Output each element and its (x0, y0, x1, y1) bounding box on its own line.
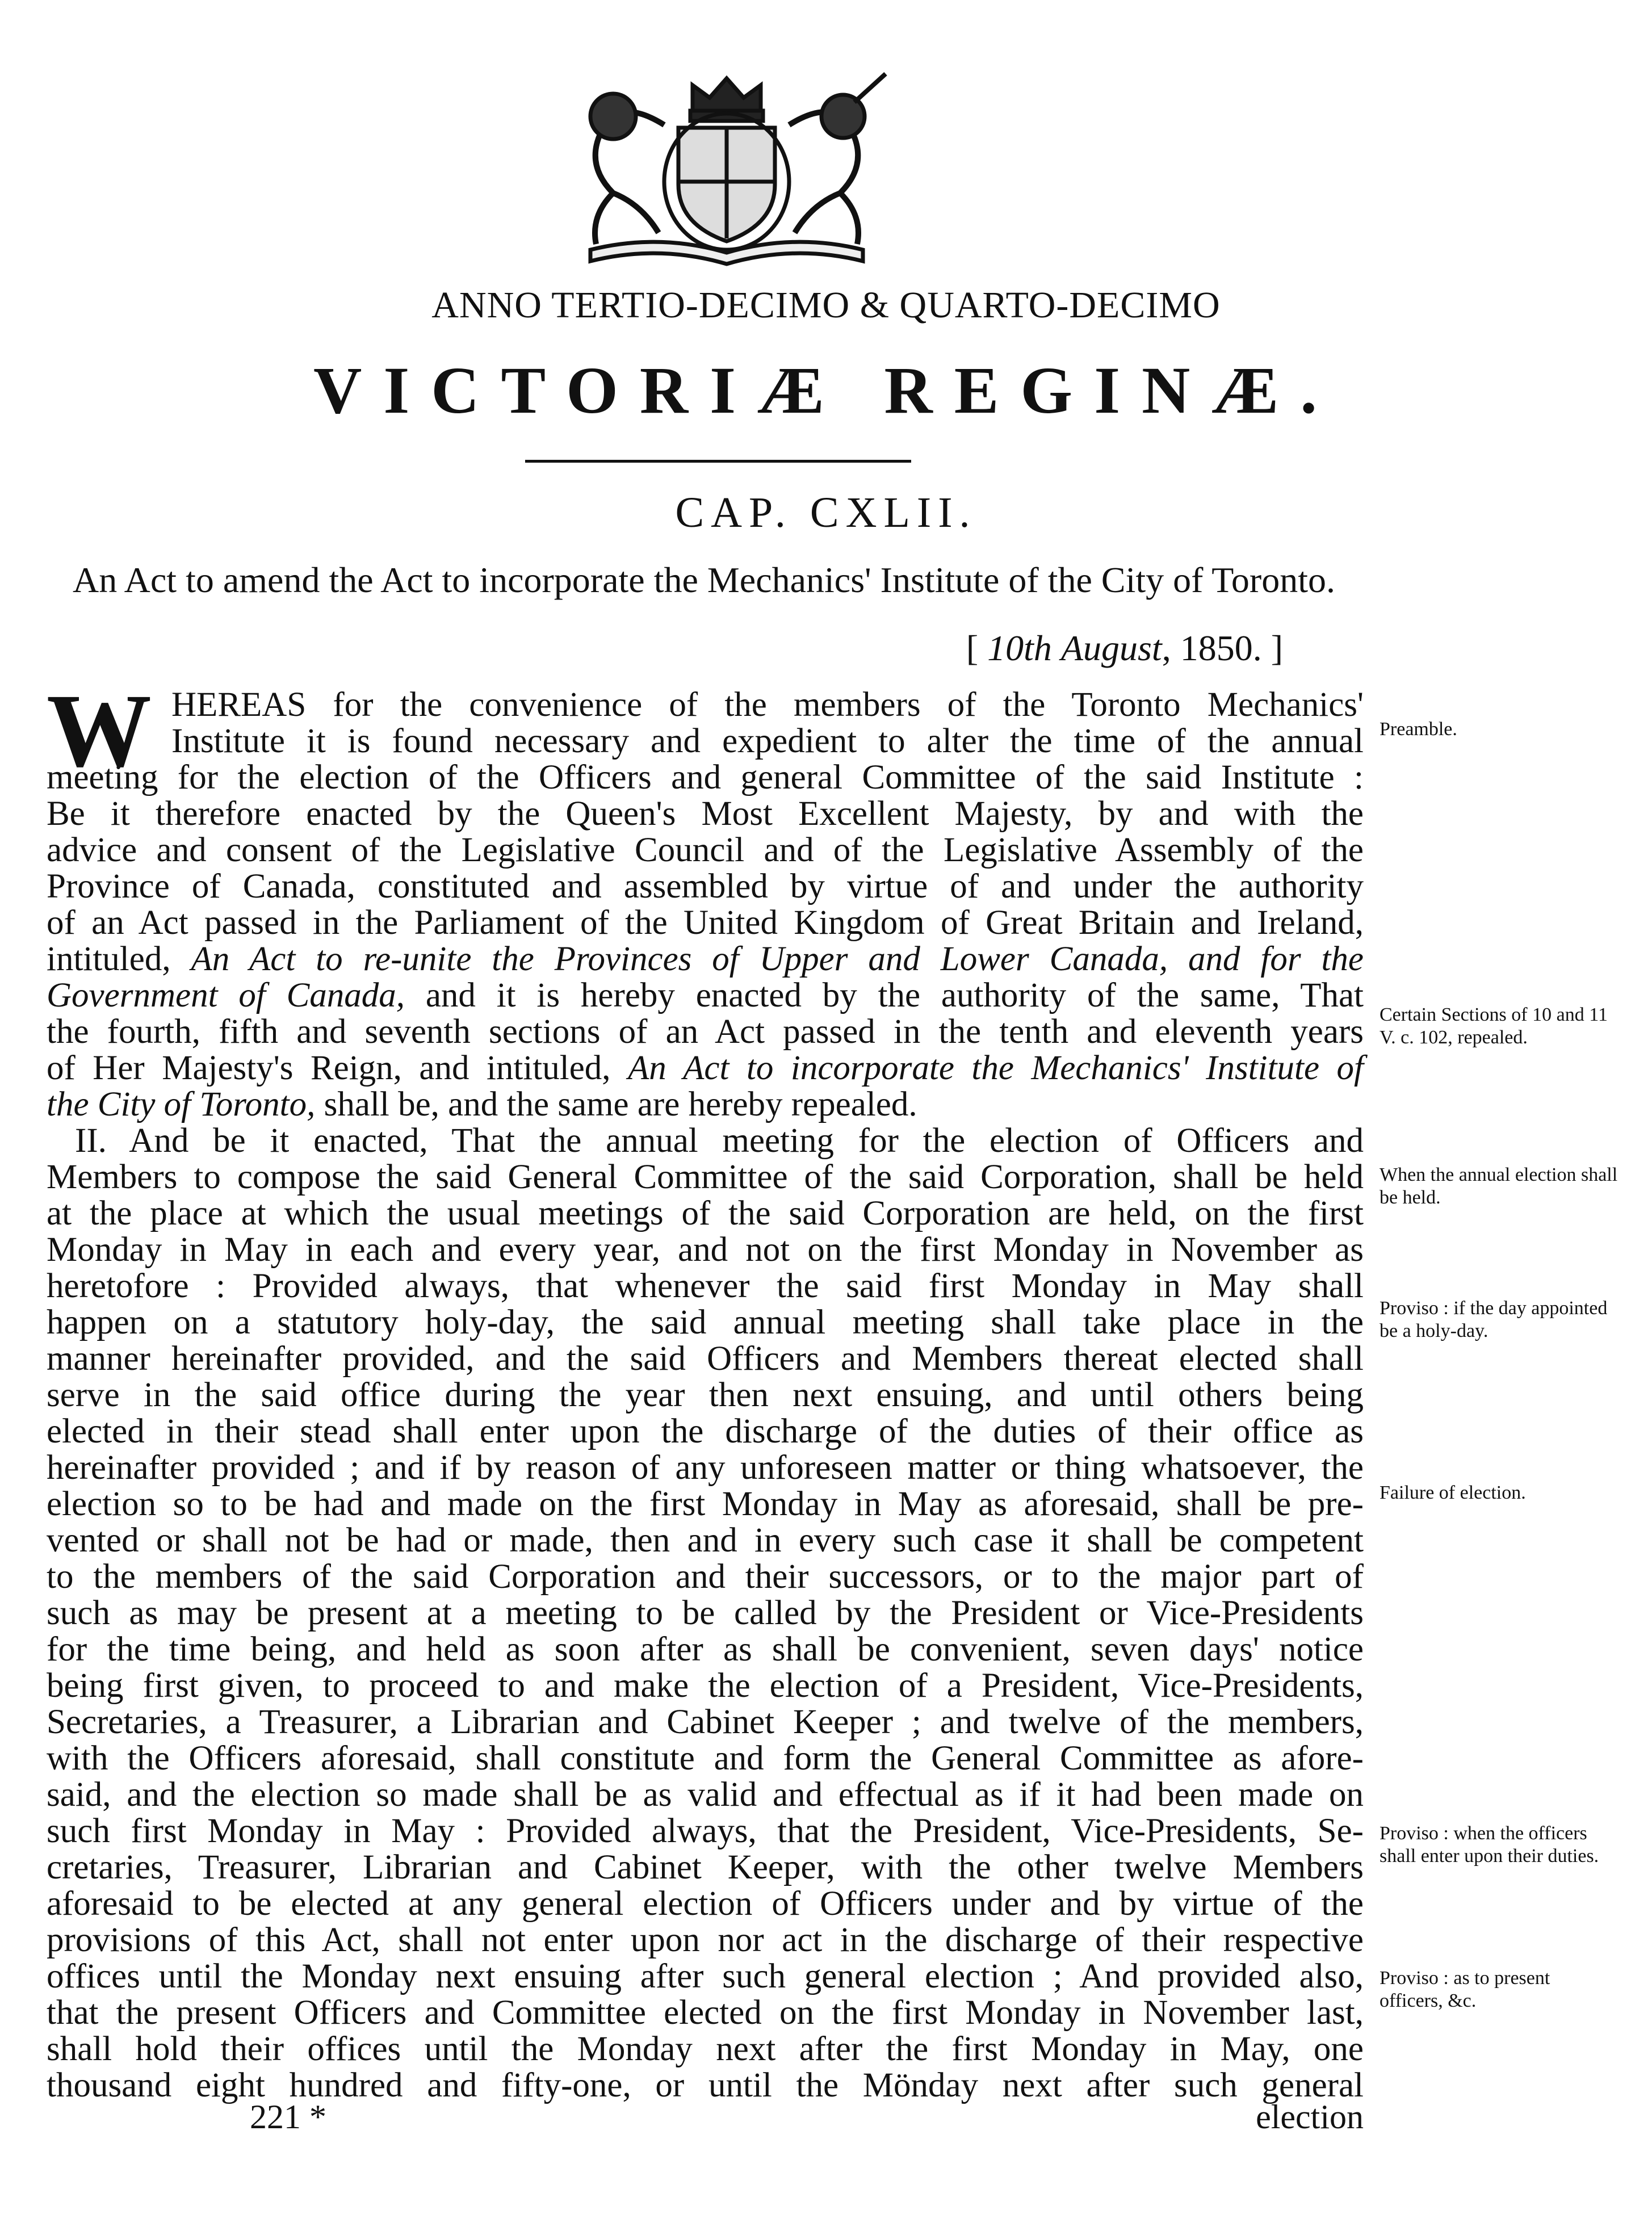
body-line-text: the fourth, fifth and seventh sections of an Act passed in the tenth and eleventh years (47, 1013, 1364, 1051)
body-line (47, 941, 1364, 978)
body-line-text: HEREAS for the convenience of the members of the Toronto Mechanics' (171, 686, 1364, 724)
body-line-text: for the time being, and held as soon after as shall be convenient, seven days' notice (47, 1630, 1364, 1668)
body-line-text: that the present Officers and Committee elected on the first Monday in November last, (47, 1994, 1364, 2032)
marginal-note-sections-repealed: Certain Sections of 10 and 11 V. c. 102, repealed. (1380, 1004, 1608, 1048)
body-line (47, 869, 1364, 905)
body-line (47, 1704, 1364, 1741)
body-line (47, 1668, 1364, 1704)
body-line (47, 1958, 1364, 1995)
body-line (47, 1087, 1364, 1123)
catchword: election (1256, 2098, 1364, 2136)
body-line (47, 1922, 1364, 1958)
date-month: August (1060, 628, 1162, 668)
body-line-text: Be it therefore enacted by the Queen's Most Excellent Majesty, by and with the (47, 795, 1364, 833)
body-line (47, 1305, 1364, 1341)
divider-rule (525, 460, 911, 463)
body-line-italic-text: the City of Toronto, (47, 1085, 316, 1123)
body-line (47, 1450, 1364, 1486)
body-line-text: election so to be had and made on the first Monday in May as aforesaid, shall be pre- (47, 1485, 1364, 1523)
body-line-text: shall hold their offices until the Monday next after the first Monday in May, one (47, 2030, 1364, 2068)
body-line-text: elected in their stead shall enter upon the discharge of the duties of their office as (47, 1412, 1364, 1450)
body-line (47, 1123, 1364, 1159)
body-line (47, 1813, 1364, 1849)
body-line-text: heretofore : Provided always, that whenever the said first Monday in May shall (47, 1267, 1364, 1305)
body-line-text: advice and consent of the Legislative Council and of the Legislative Assembly of the (47, 831, 1364, 869)
body-line (47, 1595, 1364, 1632)
body-line-text: and it is hereby enacted by the authority of the same, That (405, 976, 1364, 1014)
body-line-text: hereinafter provided ; and if by reason of any unforeseen matter or thing whatsoever, the (47, 1449, 1364, 1487)
body-line-italic-text: Government of Canada, (47, 976, 405, 1014)
body-line-text: with the Officers aforesaid, shall constitute and form the General Committee as afore- (47, 1739, 1364, 1777)
body-line (47, 1486, 1364, 1523)
body-line-text: such as may be present at a meeting to be called by the President or Vice-Presidents (47, 1594, 1364, 1632)
body-line-text: offices until the Monday next ensuing after such general election ; And provided also, (47, 1957, 1364, 1995)
chapter-heading: CAP. CXLII. (675, 489, 977, 536)
body-line (47, 760, 1364, 796)
body-line (47, 2031, 1364, 2067)
body-line-text: vented or shall not be had or made, then and in every such case it shall be competent (47, 1521, 1364, 1559)
body-line (47, 1014, 1364, 1050)
marginal-note-proviso-duties: Proviso : when the officers shall enter upon their duties. (1380, 1823, 1599, 1867)
body-line (47, 1414, 1364, 1450)
body-line (47, 1159, 1364, 1196)
act-title: An Act to amend the Act to incorporate the Mechanics' Institute of the City of Toronto. (72, 560, 1336, 600)
body-line (47, 1341, 1364, 1377)
body-line-text: to the members of the said Corporation and their successors, or to the major part of (47, 1558, 1364, 1596)
marginal-note-proviso-holy-day: Proviso : if the day appointed be a holy-day. (1380, 1298, 1608, 1341)
body-line-italic-text: An Act to incorporate the Mechanics' Institute of (628, 1049, 1364, 1087)
body-line-text: Secretaries, a Treasurer, a Librarian and Cabinet Keeper ; and twelve of the members, (47, 1703, 1364, 1741)
drop-cap: W (47, 673, 152, 789)
statute-body (47, 673, 1364, 2104)
body-line-text: Institute it is found necessary and expedient to alter the time of the annual (171, 722, 1364, 760)
body-line-text: such first Monday in May : Provided always, that the President, Vice-Presidents, Se- (47, 1812, 1364, 1850)
body-line-text: thousand eight hundred and fifty-one, or until the Mönday next after such general (47, 2066, 1364, 2104)
body-line-text: Members to compose the said General Committee of the said Corporation, shall be held (47, 1158, 1364, 1196)
body-line (47, 1632, 1364, 1668)
marginal-note-preamble: Preamble. (1380, 719, 1457, 740)
body-line-italic-text: An Act to re-unite the Provinces of Upper and Lower Canada, and for the (191, 940, 1364, 978)
body-line-text: being first given, to proceed to and make the election of a President, Vice-Presidents, (47, 1667, 1364, 1705)
body-line-text: at the place at which the usual meetings of the said Corporation are held, on the first (47, 1194, 1364, 1232)
body-line (47, 1995, 1364, 2031)
body-line (47, 1050, 1364, 1087)
body-line (47, 1523, 1364, 1559)
body-line-text: manner hereinafter provided, and the said Officers and Members thereat elected shall (47, 1340, 1364, 1378)
marginal-note-annual-election: When the annual election shall be held. (1380, 1164, 1618, 1208)
body-line-text: of an Act passed in the Parliament of the United Kingdom of Great Britain and Ireland, (47, 904, 1364, 942)
body-line-text: cretaries, Treasurer, Librarian and Cabinet Keeper, with the other twelve Members (47, 1848, 1364, 1886)
marginal-note-proviso-present-officers: Proviso : as to present officers, &c. (1380, 1968, 1550, 2011)
body-line (47, 978, 1364, 1014)
body-line-text: Province of Canada, constituted and assembled by virtue of and under the authority (47, 867, 1364, 905)
body-line (47, 687, 1364, 723)
regnal-year-heading: ANNO TERTIO-DECIMO & QUARTO-DECIMO (431, 284, 1221, 326)
date-day: 10th (987, 628, 1052, 668)
body-line-text: meeting for the election of the Officers and general Committee of the said Institute : (47, 758, 1364, 796)
body-line (47, 905, 1364, 941)
assent-date (966, 627, 1283, 669)
body-line (47, 832, 1364, 869)
body-line-text: of Her Majesty's Reign, and intituled, (47, 1049, 628, 1087)
body-line-text: shall be, and the same are hereby repealed. (315, 1085, 917, 1123)
body-line (47, 1741, 1364, 1777)
page-number: 221 * (250, 2098, 326, 2136)
body-line (47, 1196, 1364, 1232)
date-open: [ (966, 628, 988, 668)
body-line-text: aforesaid to be elected at any general election of Officers under and by virtue of the (47, 1885, 1364, 1923)
body-line-text: intituled, (47, 940, 191, 978)
marginal-note-failure-of-election: Failure of election. (1380, 1482, 1526, 1503)
regnal-title: VICTORIÆ REGINÆ. (313, 353, 1339, 427)
body-line (47, 1232, 1364, 1268)
date-year: , 1850. ] (1162, 628, 1283, 668)
body-line-text: Monday in May in each and every year, and not on the first Monday in November as (47, 1231, 1364, 1269)
body-line (47, 1377, 1364, 1414)
body-line (47, 2067, 1364, 2104)
body-line-text: happen on a statutory holy-day, the said annual meeting shall take place in the (47, 1303, 1364, 1341)
royal-coat-of-arms-icon (522, 62, 931, 267)
body-line (47, 796, 1364, 832)
body-line (47, 1886, 1364, 1922)
body-line (47, 1777, 1364, 1813)
body-line (47, 1849, 1364, 1886)
body-line (47, 1268, 1364, 1305)
body-line-text: serve in the said office during the year then next ensuing, and until others being (47, 1376, 1364, 1414)
body-line-text: said, and the election so made shall be as valid and effectual as if it had been made on (47, 1776, 1364, 1814)
body-line (47, 1559, 1364, 1595)
body-line-text: provisions of this Act, shall not enter upon nor act in the discharge of their respective (47, 1921, 1364, 1959)
body-line (47, 723, 1364, 760)
body-line-text: II. And be it enacted, That the annual meeting for the election of Officers and (75, 1122, 1364, 1160)
